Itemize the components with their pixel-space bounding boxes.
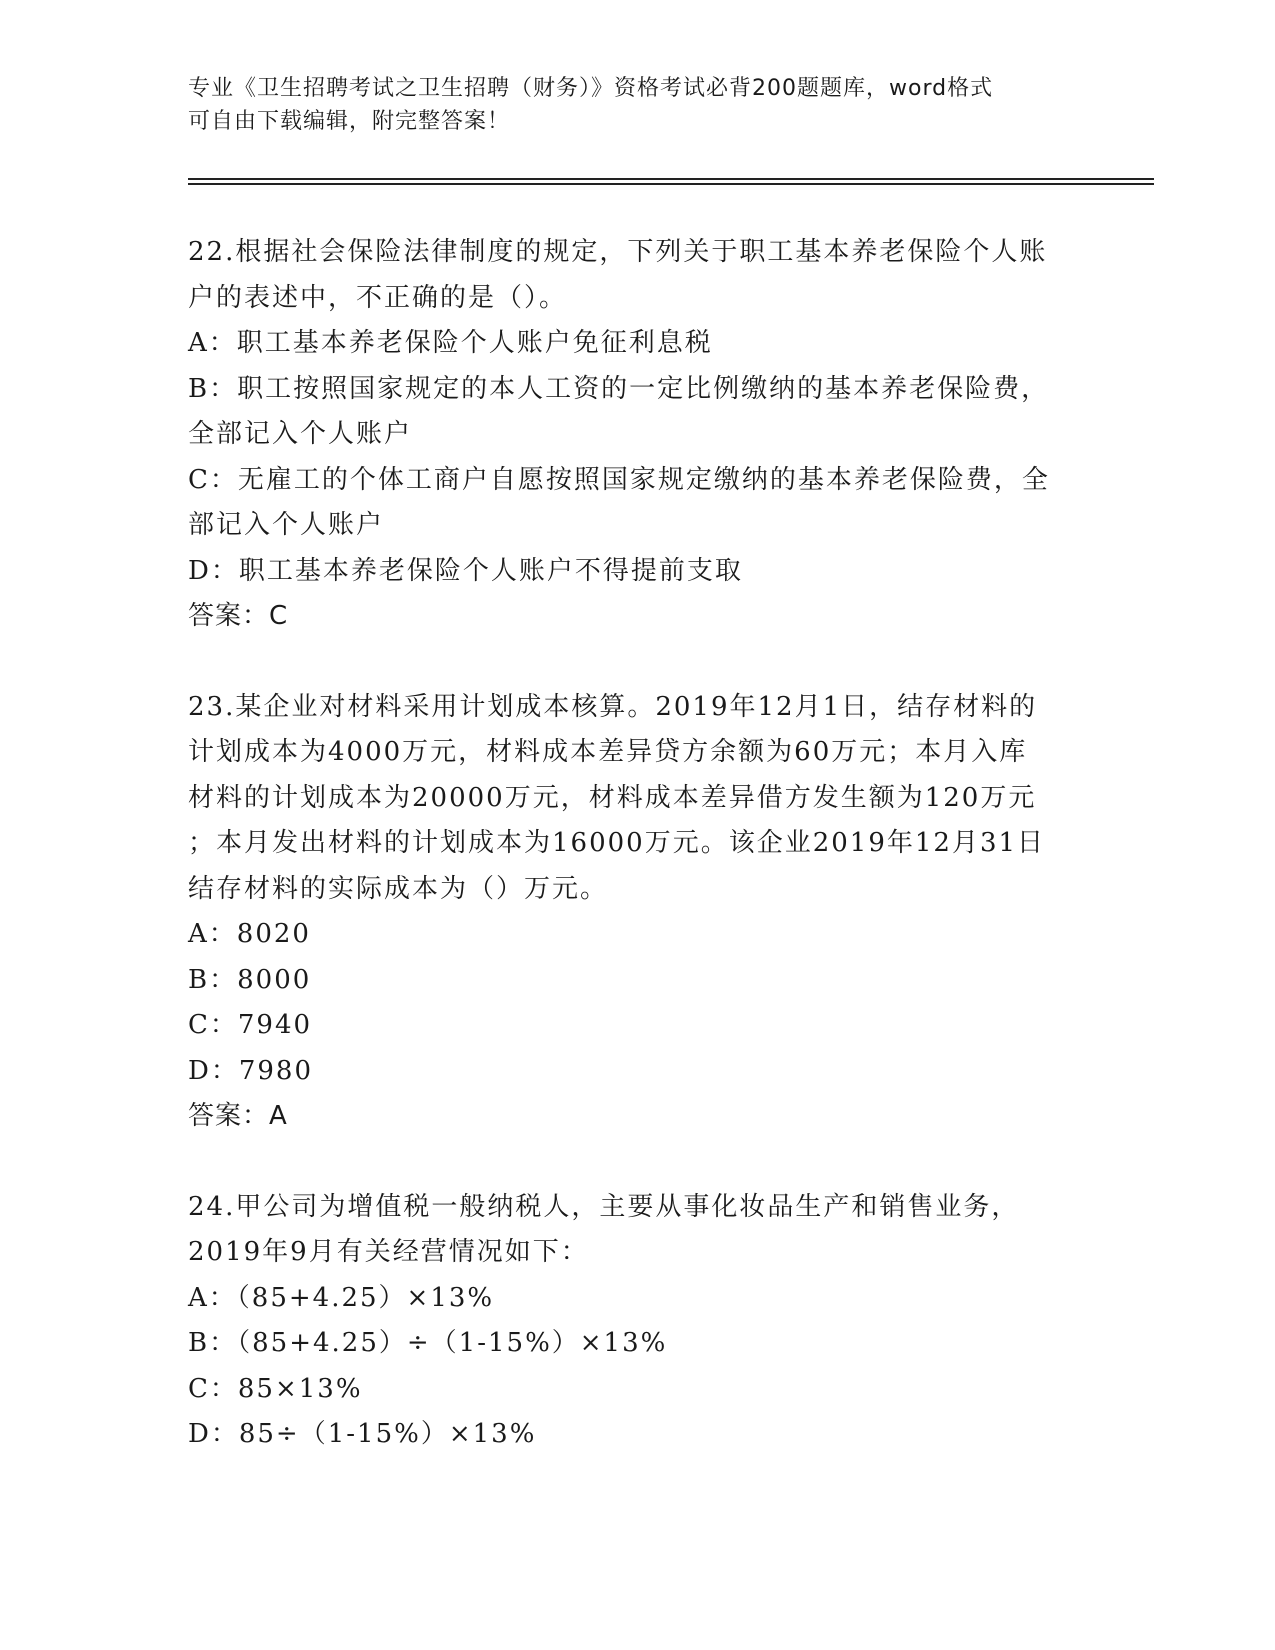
option-d: D：85÷（1-15%）×13% — [188, 1419, 537, 1449]
header-divider-top — [188, 178, 1154, 180]
question-stem: ；本月发出材料的计划成本为16000万元。该企业2019年12月31日 — [188, 828, 1046, 858]
question-spacer — [188, 1140, 1088, 1185]
question-stem: 2019年9月有关经营情况如下： — [188, 1237, 589, 1267]
option-a: A：8020 — [188, 919, 311, 949]
option-a: A：（85+4.25）×13% — [188, 1282, 495, 1313]
document-header — [188, 72, 1088, 138]
question-stem: 24.甲公司为增值税一般纳税人，主要从事化妆品生产和销售业务， — [188, 1191, 1020, 1222]
header-title-line-1: 专业《卫生招聘考试之卫生招聘（财务）》资格考试必背200题题库，word格式 — [188, 76, 994, 101]
option-a: A：职工基本养老保险个人账户免征利息税 — [188, 328, 713, 358]
option-d: D：职工基本养老保险个人账户不得提前支取 — [188, 555, 743, 586]
question-stem: 结存材料的实际成本为（）万元。 — [188, 873, 609, 904]
question-spacer — [188, 640, 1088, 685]
question-list — [188, 230, 1088, 1458]
header-title-line-2: 可自由下载编辑，附完整答案！ — [188, 109, 511, 134]
question-stem: 22.根据社会保险法律制度的规定，下列关于职工基本养老保险个人账 — [188, 237, 1048, 267]
option-c: C：85×13% — [188, 1373, 363, 1404]
question-stem: 材料的计划成本为20000万元，材料成本差异借方发生额为120万元 — [188, 782, 1037, 813]
question-24 — [188, 1185, 1088, 1458]
option-b: B：职工按照国家规定的本人工资的一定比例缴纳的基本养老保险费， — [188, 373, 1050, 404]
question-22 — [188, 230, 1088, 640]
question-stem: 计划成本为4000万元，材料成本差异贷方余额为60万元；本月入库 — [188, 737, 1028, 767]
question-stem: 23.某企业对材料采用计划成本核算。2019年12月1日，结存材料的 — [188, 691, 1038, 722]
question-stem: 户的表述中，不正确的是（）。 — [188, 282, 568, 313]
option-b: B：（85+4.25）÷（1-15%）×13% — [188, 1328, 668, 1358]
option-c: C：无雇工的个体工商户自愿按照国家规定缴纳的基本养老保险费，全 — [188, 464, 1050, 495]
answer: 答案：A — [188, 1101, 288, 1131]
option-c: C：7940 — [188, 1010, 313, 1040]
answer: 答案：C — [188, 601, 289, 631]
header-divider-bottom — [188, 183, 1154, 185]
question-23 — [188, 685, 1088, 1140]
option-b-continued: 全部记入个人账户 — [188, 419, 413, 449]
option-b: B：8000 — [188, 964, 312, 995]
option-d: D：7980 — [188, 1055, 314, 1086]
option-c-continued: 部记入个人账户 — [188, 510, 385, 540]
